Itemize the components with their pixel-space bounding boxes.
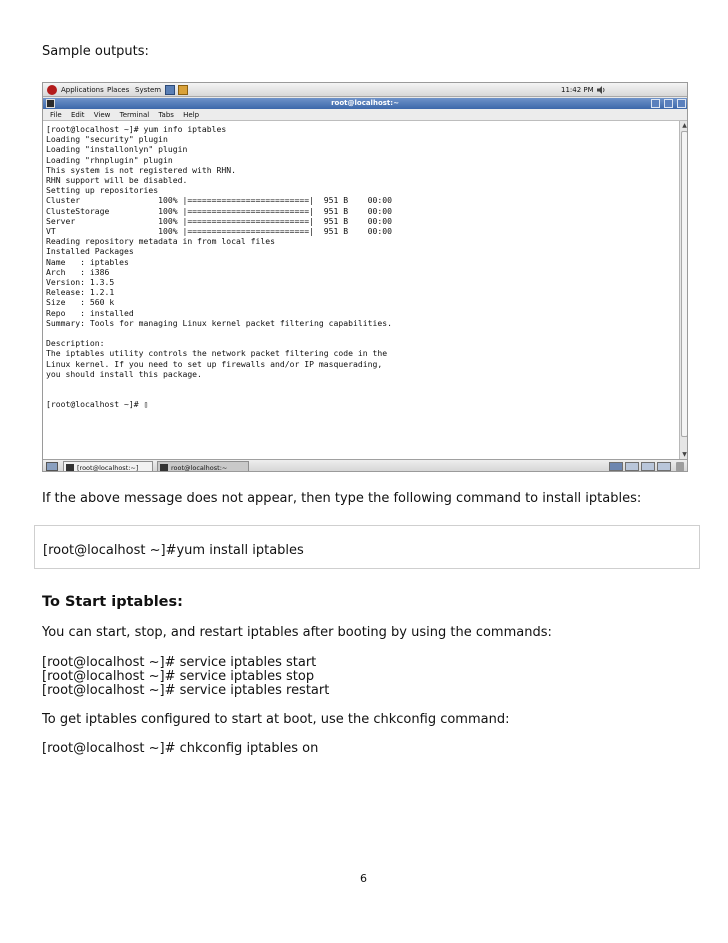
menu-edit[interactable]: Edit xyxy=(70,111,85,119)
terminal-line xyxy=(46,389,679,399)
terminal-line: Loading "installonlyn" plugin xyxy=(46,144,188,155)
browser-launcher-icon[interactable] xyxy=(165,85,175,95)
scroll-down-icon[interactable]: ▼ xyxy=(682,451,687,458)
install-command-box xyxy=(34,525,700,569)
workspace-4[interactable] xyxy=(657,462,671,471)
terminal-task-icon xyxy=(160,464,168,471)
terminal-line: [root@localhost ~]# ▯ xyxy=(46,399,149,410)
panel-menu-system[interactable]: System xyxy=(135,86,162,94)
service-restart-command: [root@localhost ~]# service iptables restart xyxy=(42,683,330,698)
workspace-1[interactable] xyxy=(609,462,623,471)
terminal-line: Name : iptables xyxy=(46,256,129,267)
terminal-screenshot xyxy=(42,82,688,472)
taskbar-item-terminal-2[interactable] xyxy=(157,461,249,472)
terminal-line: Linux kernel. If you need to set up firewalls and/or IP masquerading, xyxy=(46,358,383,369)
maximize-icon[interactable] xyxy=(664,99,673,108)
terminal-line: Description: xyxy=(46,338,105,349)
terminal-line: ClusteStorage 100% |=========================| 951 B 00:00 xyxy=(46,205,392,216)
trash-icon[interactable] xyxy=(676,462,684,472)
terminal-line: VT 100% |=========================| 951 B 00:00 xyxy=(46,226,392,237)
terminal-scrollbar[interactable] xyxy=(679,121,688,459)
service-start-command: [root@localhost ~]# service iptables start xyxy=(42,655,317,670)
terminal-line: Repo : installed xyxy=(46,307,134,318)
menu-help[interactable]: Help xyxy=(183,111,200,119)
menu-file[interactable]: File xyxy=(50,111,62,119)
boot-intro-text: To get iptables configured to start at boot, use the chkconfig command: xyxy=(42,712,510,727)
workspace-3[interactable] xyxy=(641,462,655,471)
service-stop-command: [root@localhost ~]# service iptables stop xyxy=(42,669,315,684)
taskbar-item-terminal-1[interactable] xyxy=(63,461,153,472)
terminal-line: The iptables utility controls the network packet filtering code in the xyxy=(46,348,388,359)
terminal-line xyxy=(46,379,679,389)
start-intro-text: You can start, stop, and restart iptables after booting by using the commands: xyxy=(42,625,552,640)
panel-menu-applications[interactable]: Applications xyxy=(61,86,104,94)
terminal-line: Installed Packages xyxy=(46,246,134,257)
terminal-line: [root@localhost ~]# yum info iptables xyxy=(46,124,227,134)
window-title: root@localhost:~ xyxy=(331,99,399,107)
scroll-up-icon[interactable]: ▲ xyxy=(682,122,687,129)
terminal-line: Setting up repositories xyxy=(46,185,159,196)
note-text: If the above message does not appear, then type the following command to install iptables: xyxy=(42,491,642,506)
close-icon[interactable] xyxy=(677,99,686,108)
terminal-line: Reading repository metadata in from local files xyxy=(46,236,276,247)
terminal-line: Version: 1.3.5 xyxy=(46,277,115,288)
menu-terminal[interactable]: Terminal xyxy=(119,111,150,119)
gnome-top-panel xyxy=(43,83,687,97)
volume-icon[interactable] xyxy=(596,85,606,95)
taskbar-item-label: root@localhost:~ xyxy=(171,464,228,472)
window-titlebar[interactable] xyxy=(43,98,687,109)
terminal-line: Release: 1.2.1 xyxy=(46,287,115,298)
terminal-line: Cluster 100% |=========================| 951 B 00:00 xyxy=(46,195,392,206)
gnome-bottom-panel xyxy=(43,459,687,472)
terminal-line: Summary: Tools for managing Linux kernel packet filtering capabilities. xyxy=(46,317,392,328)
panel-menu-places[interactable]: Places xyxy=(107,86,130,94)
terminal-output[interactable] xyxy=(43,121,679,459)
page-number: 6 xyxy=(360,872,367,885)
terminal-line: Size : 560 k xyxy=(46,297,115,308)
panel-clock[interactable]: 11:42 PM xyxy=(561,86,594,94)
workspace-2[interactable] xyxy=(625,462,639,471)
terminal-line: Arch : i386 xyxy=(46,266,110,277)
menu-view[interactable]: View xyxy=(93,111,111,119)
terminal-line: Server 100% |=========================| 951 B 00:00 xyxy=(46,215,392,226)
menu-tabs[interactable]: Tabs xyxy=(158,111,174,119)
terminal-line: RHN support will be disabled. xyxy=(46,175,188,186)
terminal-menubar xyxy=(43,109,687,121)
redhat-logo-icon[interactable] xyxy=(47,85,57,95)
chkconfig-command: [root@localhost ~]# chkconfig iptables on xyxy=(42,741,319,756)
scrollbar-thumb[interactable] xyxy=(681,131,688,437)
terminal-line: This system is not registered with RHN. xyxy=(46,164,237,175)
mail-launcher-icon[interactable] xyxy=(178,85,188,95)
install-command: [root@localhost ~]#yum install iptables xyxy=(43,543,304,558)
show-desktop-icon[interactable] xyxy=(46,462,58,471)
taskbar-item-label: [root@localhost:~] xyxy=(77,464,139,472)
terminal-task-icon xyxy=(66,464,74,471)
terminal-line: Loading "rhnplugin" plugin xyxy=(46,154,173,165)
section-heading: To Start iptables: xyxy=(42,594,183,610)
sample-outputs-label: Sample outputs: xyxy=(42,44,149,59)
terminal-line xyxy=(46,328,679,338)
minimize-icon[interactable] xyxy=(651,99,660,108)
terminal-line: you should install this package. xyxy=(46,368,202,379)
terminal-line: Loading "security" plugin xyxy=(46,134,168,145)
